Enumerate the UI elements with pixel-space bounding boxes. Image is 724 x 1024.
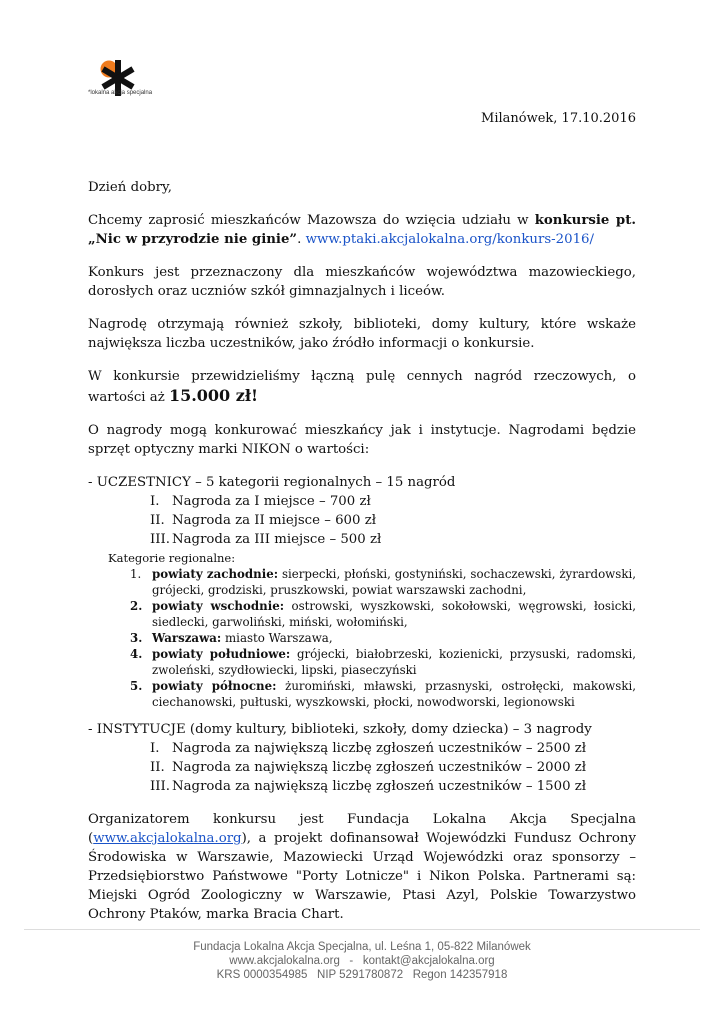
footer-address: Fundacja Lokalna Akcja Specjalna, ul. Leśna 1, 05-822 Milanówek xyxy=(193,941,531,953)
list-item: I. Nagroda za największą liczbę zgłoszeń uczestników – 2500 zł xyxy=(150,741,587,756)
list-item: 3. Warszawa: miasto Warszawa, xyxy=(130,631,333,645)
schools-paragraph: Nagrodę otrzymają również szkoły, biblioteki, domy kultury, które wskaże największa liczba uczestników, jako źródło informacji o konkursie. xyxy=(88,317,636,351)
footer xyxy=(0,940,724,982)
institutions-header: - INSTYTUCJE (domy kultury, biblioteki, szkoły, domy dziecka) – 3 nagrody xyxy=(88,722,592,737)
prize-pool-amount: 15.000 zł! xyxy=(168,386,259,405)
list-item: III. Nagroda za III miejsce – 500 zł xyxy=(150,532,382,547)
list-item: 5. powiaty północne: żuromiński, mławski, przasnyski, ostrołęcki, makowski, ciechanowski, pułtuski, wyszkowski, płocki, nowodworski, legionowski xyxy=(130,679,636,709)
logo-caption: *lokalna akcja specjalna xyxy=(88,90,153,96)
organizer-paragraph: Organizatorem konkursu jest Fundacja Lokalna Akcja Specjalna (www.akcjalokalna.org), a projekt dofinansował Wojewódzki Fundusz Ochrony Środowiska w Warszawie, Mazowiecki Urząd Wojewódzki oraz sponsorzy – Przedsiębiorstwo Państwowe "Porty Lotnicze" i Nikon Polska. Partnerami są: Miejski Ogród Zoologiczny w Warszawie, Ptasi Azyl, Polskie Towarzystwo Ochrony Ptaków, marka Bracia Chart. xyxy=(88,812,636,922)
letter-body xyxy=(88,178,636,924)
regions-title: Kategorie regionalne: xyxy=(108,551,236,565)
list-item: 2. powiaty wschodnie: ostrowski, wyszkowski, sokołowski, węgrowski, łosicki, siedlecki, garwoliński, miński, wołomiński, xyxy=(130,599,637,629)
contest-url[interactable]: www.ptaki.akcjalokalna.org/konkurs-2016/ xyxy=(305,232,594,247)
participants-prize-list xyxy=(88,492,636,549)
list-item: II. Nagroda za największą liczbę zgłoszeń uczestników – 2000 zł xyxy=(150,760,587,775)
institutions-prize-list xyxy=(88,739,636,796)
footer-contact: www.akcjalokalna.org - kontakt@akcjalokalna.org xyxy=(229,955,495,967)
intro-paragraph: Chcemy zaprosić mieszkańców Mazowsza do wzięcia udziału w konkursie pt. „Nic w przyrodzie nie ginie”. www.ptaki.akcjalokalna.org/konkurs-2016/ xyxy=(88,213,636,247)
footer-registry: KRS 0000354985 NIP 5291780872 Regon 142357918 xyxy=(216,969,508,981)
prize-pool-paragraph: W konkursie przewidzieliśmy łączną pulę cennych nagród rzeczowych, o wartości aż 15.000 zł! xyxy=(88,369,636,405)
organizer-link[interactable]: www.akcjalokalna.org xyxy=(93,831,242,846)
list-item: III. Nagroda za największą liczbę zgłoszeń uczestników – 1500 zł xyxy=(150,779,587,794)
prizes-paragraph: O nagrody mogą konkurować mieszkańcy jak i instytucje. Nagrodami będzie sprzęt optyczny marki NIKON o wartości: xyxy=(88,423,636,457)
list-item: II. Nagroda za II miejsce – 600 zł xyxy=(150,513,377,528)
footer-divider xyxy=(24,929,700,930)
letter-date: Milanówek, 17.10.2016 xyxy=(481,111,636,126)
list-item: 1. powiaty zachodnie: sierpecki, płoński, gostyniński, sochaczewski, żyrardowski, grójecki, grodziski, pruszkowski, powiat warszawski zachodni, xyxy=(130,567,636,597)
participants-header: - UCZESTNICY – 5 kategorii regionalnych – 15 nagród xyxy=(88,475,456,490)
list-item: 4. powiaty południowe: grójecki, białobrzeski, kozienicki, przysuski, radomski, zwoleński, szydłowiecki, lipski, piaseczyński xyxy=(130,647,637,677)
contest-name: konkursie pt. „Nic w przyrodzie nie ginie” xyxy=(88,213,636,247)
regions-list xyxy=(88,566,636,710)
list-item: I. Nagroda za I miejsce – 700 zł xyxy=(150,494,371,509)
target-paragraph: Konkurs jest przeznaczony dla mieszkańców województwa mazowieckiego, dorosłych oraz uczniów szkół gimnazjalnych i liceów. xyxy=(88,265,636,299)
greeting: Dzień dobry, xyxy=(88,180,172,195)
